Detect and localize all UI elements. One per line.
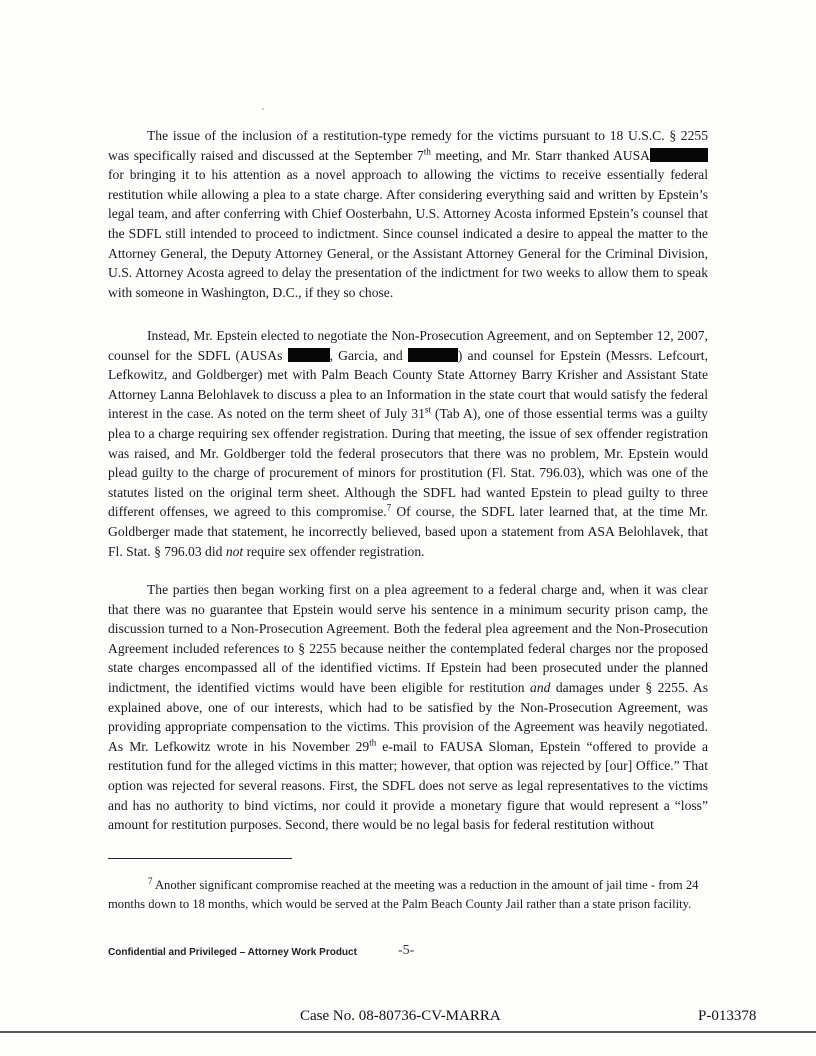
paragraph-3-text-c: e-mail to FAUSA Sloman, Epstein “offered to provide a restitution fund for the alleged victims in this matter; however, that option was rejected by [our] Office.” That option was rejected for several reasons. First, the SDFL does not serve as legal representatives to the victims and has no authority to bind victims, nor could it provide a monetary figure that would represent a “loss” amount for restitution purposes. Second, there would be no legal basis for federal restitution without <box>108 738 708 833</box>
paragraph-3 <box>108 580 708 835</box>
paragraph-2-text-c: ) and counsel for Epstein (Messrs. Lefcourt, Lefkowitz, and Goldberger) met with Palm Beach County State Attorney Barry Krisher and Assistant State Attorney Lanna Belohlavek to discuss a plea to an Information in the state court that would satisfy the federal interest in the case. As noted on the term sheet of July 31 <box>108 347 708 422</box>
paragraph-2-text-e: Of course, the SDFL later learned that, at the time Mr. Goldberger made that statement, he incorrectly believed, based upon a statement from ASA Belohlavek, that Fl. Stat. § 796.03 did <box>108 504 708 559</box>
ordinal-suffix: st <box>424 404 431 415</box>
ordinal-suffix: th <box>369 737 377 748</box>
paragraph-2-text-f: require sex offender registration. <box>243 543 425 559</box>
paragraph-2-text-d: (Tab A), one of those essential terms was a guilty plea to a charge requiring sex offender registration. During that meeting, the issue of sex offender registration was raised, and Mr. Goldberger told the federal prosecutors that there was no problem, Mr. Epstein would plead guilty to the charge of procurement of minors for prostitution (Fl. Stat. 796.03), which was one of the statutes listed on the original term sheet. Although the SDFL had wanted Epstein to plead guilty to three different offenses, we agreed to this compromise. <box>108 406 708 520</box>
footnote-separator <box>108 858 292 859</box>
bottom-border <box>0 1031 816 1033</box>
footnote-text: Another significant compromise reached at the meeting was a reduction in the amount of jail time - from 24 months down to 18 months, which would be served at the Palm Beach County Jail rather than a state prison facility. <box>108 878 699 911</box>
paragraph-1 <box>108 126 708 302</box>
emphasis-not: not <box>225 543 244 559</box>
scan-speck <box>262 108 264 110</box>
paragraph-2-text-a: Instead, Mr. Epstein elected to negotiate the Non-Prosecution Agreement, and on September 12, 2007, counsel for the SDFL (AUSAs <box>108 328 708 363</box>
bates-number: P-013378 <box>698 1008 757 1024</box>
paragraph-2-text-b: , Garcia, and <box>329 347 403 363</box>
emphasis-and: and <box>530 679 551 695</box>
footnote-7 <box>108 876 708 913</box>
footnote-ref: 7 <box>386 502 392 513</box>
redaction-block <box>408 348 458 362</box>
page-number: -5- <box>398 943 415 958</box>
confidential-notice: Confidential and Privileged – Attorney Work Product <box>108 947 357 958</box>
paragraph-1-text-b: meeting, and Mr. Starr thanked AUSA <box>430 147 650 163</box>
paragraph-3-text-b: damages under § 2255. As explained above, one of our interests, which had to be satisfied by the Non-Prosecution Agreement, was providing appropriate compensation to the victims. This provision of the Agreement was heavily negotiated. As Mr. Lefkowitz wrote in his November 29 <box>108 679 709 754</box>
paragraph-2 <box>108 326 708 561</box>
paragraph-3-text-a: The parties then began working first on a plea agreement to a federal charge and, when it was clear that there was no guarantee that Epstein would serve his sentence in a minimum security prison camp, the discussion turned to a Non-Prosecution Agreement. Both the federal plea agreement and the Non-Prosecution Agreement included references to § 2255 because neither the contemplated federal charges nor the proposed state charges encompassed all of the identified victims. If Epstein had been prosecuted under the planned indictment, the identified victims would have been eligible for restitution <box>108 582 708 695</box>
case-number: Case No. 08-80736-CV-MARRA <box>300 1008 501 1024</box>
redaction-block <box>288 348 330 362</box>
ordinal-suffix: th <box>423 146 431 157</box>
paragraph-1-text-c: for bringing it to his attention as a novel approach to allowing the victims to receive essentially federal restitution while allowing a plea to a state charge. After considering everything said and written by Epstein’s legal team, and after conferring with Chief Oosterbahn, U.S. Attorney Acosta informed Epstein’s counsel that the SDFL still intended to proceed to indictment. Since counsel indicated a desire to appeal the matter to the Attorney General, the Deputy Attorney General, or the Assistant Attorney General for the Criminal Division, U.S. Attorney Acosta agreed to delay the presentation of the indictment for two weeks to allow them to speak with someone in Washington, D.C., if they so chose. <box>108 167 708 300</box>
redaction-block <box>650 148 708 162</box>
footnote-marker: 7 <box>148 875 153 886</box>
paragraph-1-text-a: The issue of the inclusion of a restitution-type remedy for the victims pursuant to 18 U.S.C. § 2255 was specifically raised and discussed at the September 7 <box>108 128 708 163</box>
